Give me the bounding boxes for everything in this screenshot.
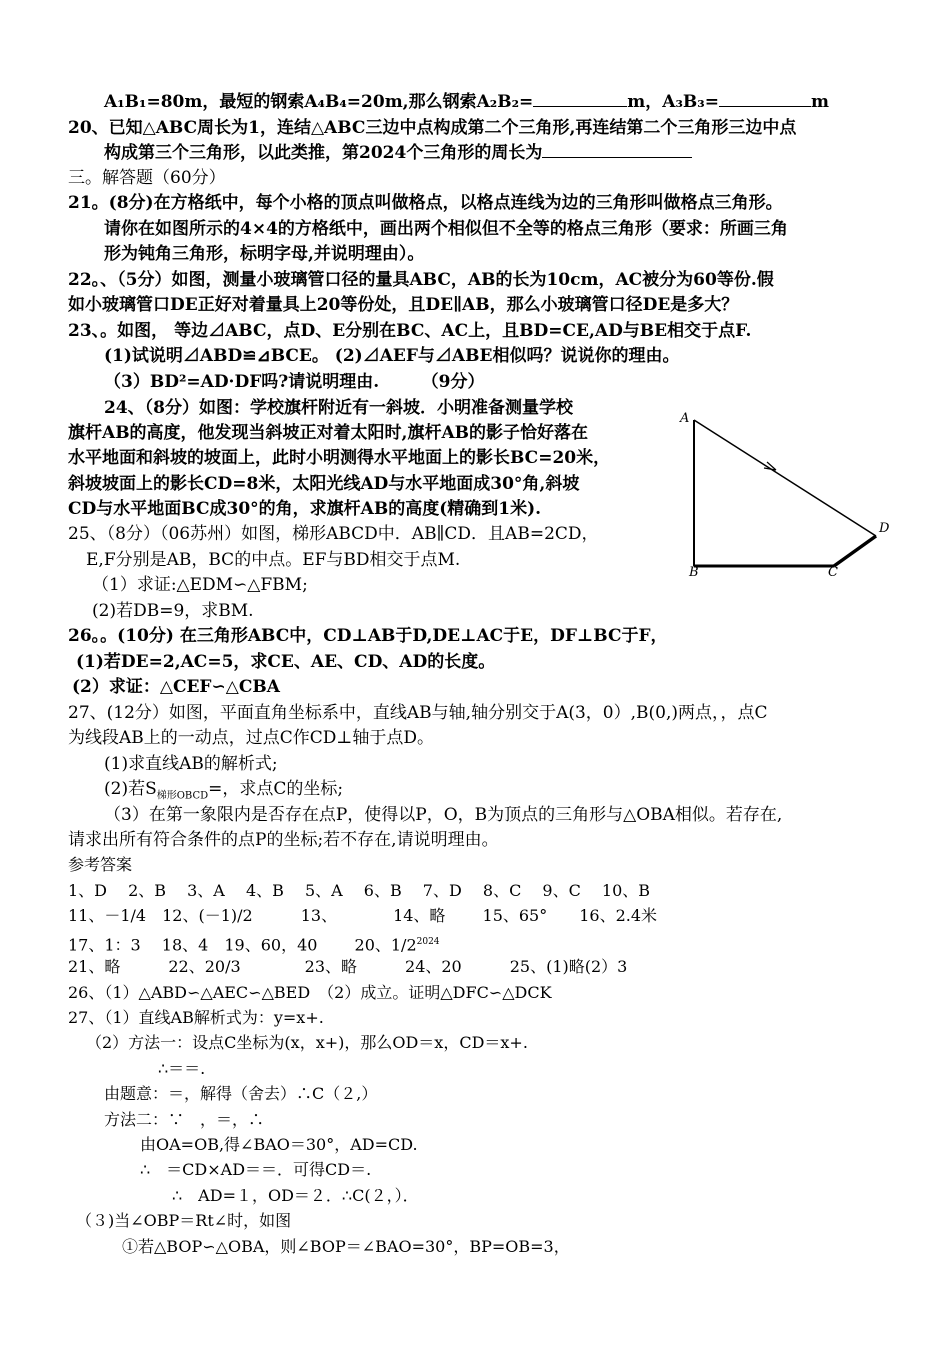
answers-row1: 1、D 2、B 3、A 4、B 5、A 6、B 7、D 8、C 9、C 10、B (68, 881, 651, 900)
answers-row3-sup: 2024 (416, 937, 440, 947)
q27-line4-a: (2)若S (104, 779, 157, 799)
q23-line1: 23、。如图， 等边⊿ABC，点D、E分别在BC、AC上，且BD=CE,AD与BE相交于点F. (68, 321, 752, 341)
q25-line4: (2)若DB=9，求BM. (92, 601, 254, 621)
q19-text-c: m (810, 92, 829, 112)
point-label-a: A (680, 411, 690, 426)
q19-text-a: A₁B₁=80m，最短的钢索A₄B₄=20m,那么钢索A₂B₂= (104, 92, 534, 112)
answers-row4: 21、略 22、20/3 23、略 24、20 25、(1)略(2）3 (68, 957, 628, 976)
answers-row10: 方法二：∵ ，＝，∴ (104, 1110, 265, 1129)
q27-line4-b: =，求点C的坐标; (208, 779, 344, 799)
q27-line6: 请求出所有符合条件的点P的坐标;若不存在,请说明理由。 (68, 830, 499, 850)
q20-line2 (104, 141, 692, 165)
q26-line2: (1)若DE=2,AC=5，求CE、AE、CD、AD的长度。 (76, 652, 496, 672)
answers-title: 参考答案 (68, 855, 133, 874)
q25-line1: 25、（8分）（06苏州）如图，梯形ABCD中．AB∥CD．且AB=2CD， (68, 524, 599, 544)
answers-row5: 26、（1）△ABD∽△AEC∽△BED （2）成立。证明△DFC∽△DCK (68, 983, 552, 1002)
point-label-c: C (828, 565, 838, 580)
q25-line3: （1）求证:△EDM∽△FBM; (92, 575, 308, 595)
q22-line1: 22。、（5分）如图，测量小玻璃管口径的量具ABC，AB的长为10cm，AC被分为60等份.假 (68, 270, 774, 290)
answer-blank (719, 90, 811, 107)
slope-line (834, 536, 876, 566)
answer-blank (533, 90, 627, 107)
q20-line2-text: 构成第三个三角形，以此类推，第2024个三角形的周长为 (104, 143, 543, 163)
q27-line4-subscript: 梯形OBCD (156, 790, 209, 802)
answers-row9: 由题意：＝，解得（舍去）∴C（２,） (104, 1084, 378, 1103)
q21-line2: 请你在如图所示的4×4的方格纸中，画出两个相似但不全等的格点三角形（要求：所画三角 (104, 219, 788, 239)
answer-blank (542, 141, 692, 158)
q27-line5: （3）在第一象限内是否存在点P，使得以P，O，B为顶点的三角形与△OBA相似。若存在, (104, 805, 783, 825)
q27-line1: 27、(12分）如图，平面直角坐标系中，直线AB与轴,轴分别交于A(3，0）,B(0,)两点，，点C (68, 703, 768, 723)
flagpole-slope-figure (672, 402, 892, 582)
q20-line1: 20、已知△ABC周长为1，连结△ABC三边中点构成第二个三角形,再连结第二个三角形三边中点 (68, 118, 797, 138)
answers-row11: 由OA=OB,得∠BAO＝30°，AD=CD. (140, 1135, 418, 1154)
answers-row3-text: 17、1：3 18、4 19、60，40 20、1/2 (68, 935, 417, 955)
section-heading: 三。解答题（60分） (68, 168, 226, 188)
q27-line2: 为线段AB上的一动点，过点C作CD⊥轴于点D。 (68, 728, 435, 748)
q22-line2: 如小玻璃管口DE正好对着量具上20等份处，且DE∥AB，那么小玻璃管口径DE是多大？ (68, 295, 739, 315)
q25-line2: E,F分别是AB，BC的中点。EF与BD相交于点M. (86, 550, 461, 570)
q19-line (104, 90, 829, 114)
answers-row3 (68, 930, 440, 957)
answers-row6: 27、（1）直线AB解析式为：y=x+. (68, 1008, 324, 1027)
answers-row7: （2）方法一：设点C坐标为(x，x+)，那么OD＝x，CD＝x+. (86, 1033, 528, 1052)
point-label-d: D (879, 521, 890, 536)
q24-line4: 斜坡坡面上的影长CD=8米，太阳光线AD与水平地面成30°角,斜坡 (68, 474, 580, 494)
q21-line3: 形为钝角三角形，标明字母,并说明理由）。 (104, 244, 425, 264)
q26-line3: (2）求证：△CEF∽△CBA (72, 677, 280, 697)
answers-row15: ①若△BOP∽△OBA，则∠BOP＝∠BAO=30°，BP=OB=3， (122, 1237, 570, 1256)
q24-line5: CD与水平地面BC成30°的角，求旗杆AB的高度(精确到1米). (68, 499, 542, 519)
q21-line1: 21。(8分)在方格纸中，每个小格的顶点叫做格点，以格点连线为边的三角形叫做格点三角形。 (68, 193, 783, 213)
answers-row12: ∴ ＝CD×AD＝＝．可得CD＝. (140, 1160, 372, 1179)
answers-row2: 11、－1/4 12、(－1)/2 13、 14、略 15、65° 16、2.4米 (68, 906, 658, 925)
q23-line3: （3）BD²=AD·DF吗?请说明理由. （9分） (104, 372, 485, 392)
q27-line3: (1)求直线AB的解析式; (104, 754, 278, 774)
q24-line1: 24、（8分）如图：学校旗杆附近有一斜坡．小明准备测量学校 (104, 398, 573, 418)
answers-row14: （３)当∠OBP＝Rt∠时，如图 (76, 1211, 292, 1230)
q23-line2: (1)试说明⊿ABD≌⊿BCE。 (2)⊿AEF与⊿ABE相似吗？说说你的理由。 (104, 346, 680, 366)
answers-row8: ∴＝＝. (158, 1059, 206, 1078)
point-label-b: B (689, 565, 699, 580)
q24-line2: 旗杆AB的高度，他发现当斜坡正对着太阳时,旗杆AB的影子恰好落在 (68, 423, 589, 443)
answers-row13: ∴ AD=１，OD＝２．∴C(２，）． (172, 1186, 419, 1205)
q19-text-b: m，A₃B₃= (627, 92, 719, 112)
sun-ray-line (694, 420, 876, 536)
q24-line3: 水平地面和斜坡的坡面上，此时小明测得水平地面上的影长BC=20米， (68, 448, 611, 468)
q26-line1: 26。。(10分) 在三角形ABC中，CD⊥AB于D,DE⊥AC于E，DF⊥BC于F， (68, 626, 668, 646)
